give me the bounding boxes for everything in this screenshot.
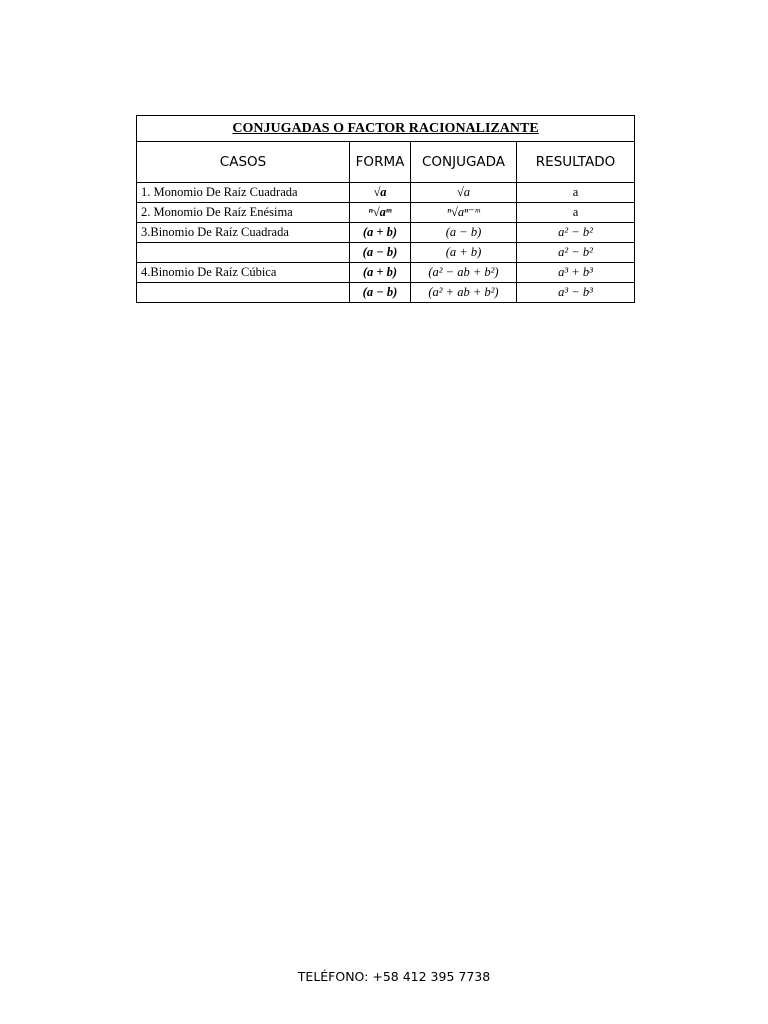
forma-cell: (a − b)	[350, 283, 411, 303]
forma-cell: (a + b)	[350, 263, 411, 283]
conjugada-cell: √a	[411, 183, 517, 203]
conjugada-cell: (a² − ab + b²)	[411, 263, 517, 283]
caso-cell	[137, 283, 350, 303]
header-casos: CASOS	[137, 142, 350, 183]
title-row	[137, 116, 635, 142]
table-row	[137, 263, 635, 283]
forma-cell: (a + b)	[350, 223, 411, 243]
conjugada-cell: ⁿ√aⁿ⁻ᵐ	[411, 203, 517, 223]
resultado-cell: a² − b²	[517, 223, 635, 243]
header-row	[137, 142, 635, 183]
caso-cell: 1. Monomio De Raíz Cuadrada	[137, 183, 350, 203]
forma-cell: (a − b)	[350, 243, 411, 263]
caso-cell	[137, 243, 350, 263]
table-row	[137, 283, 635, 303]
caso-cell: 3.Binomio De Raíz Cuadrada	[137, 223, 350, 243]
table-title: CONJUGADAS O FACTOR RACIONALIZANTE	[137, 116, 635, 142]
table-row	[137, 203, 635, 223]
header-forma: FORMA	[350, 142, 411, 183]
table-row	[137, 243, 635, 263]
forma-cell: ⁿ√aᵐ	[350, 203, 411, 223]
resultado-cell: a² − b²	[517, 243, 635, 263]
conjugada-cell: (a² + ab + b²)	[411, 283, 517, 303]
caso-cell: 4.Binomio De Raíz Cúbica	[137, 263, 350, 283]
resultado-cell: a³ + b³	[517, 263, 635, 283]
header-conjugada: CONJUGADA	[411, 142, 517, 183]
resultado-cell: a³ − b³	[517, 283, 635, 303]
table-row	[137, 183, 635, 203]
conjugada-cell: (a − b)	[411, 223, 517, 243]
conjugada-cell: (a + b)	[411, 243, 517, 263]
forma-cell: √a	[350, 183, 411, 203]
footer-phone: TELÉFONO: +58 412 395 7738	[297, 969, 491, 984]
resultado-cell: a	[517, 203, 635, 223]
table-row	[137, 223, 635, 243]
conjugates-table	[136, 115, 635, 303]
header-resultado: RESULTADO	[517, 142, 635, 183]
resultado-cell: a	[517, 183, 635, 203]
caso-cell: 2. Monomio De Raíz Enésima	[137, 203, 350, 223]
